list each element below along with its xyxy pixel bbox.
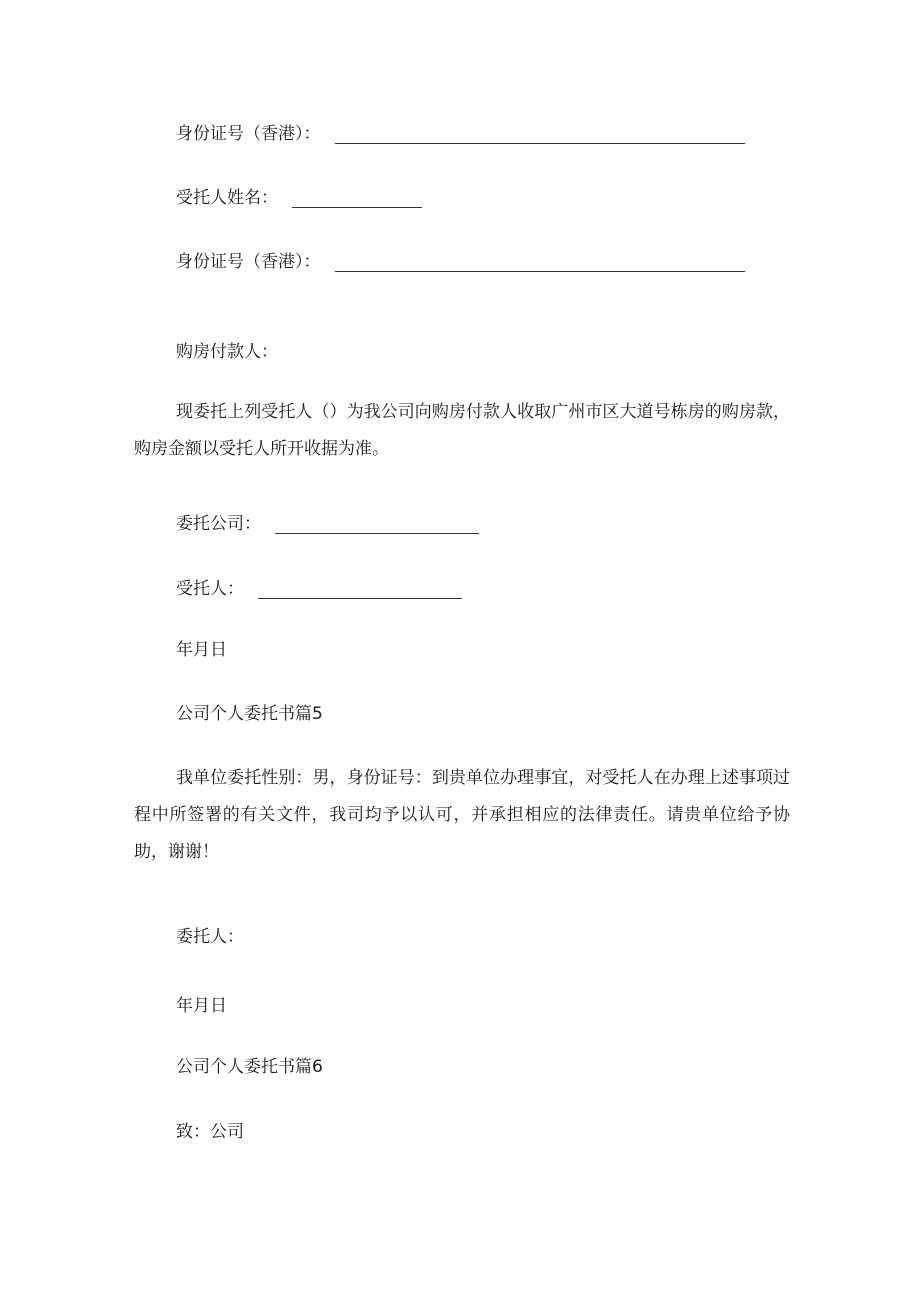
agent-name-label: 受托人姓名： [176,188,278,208]
id-hk-label: 身份证号（香港）： [176,124,321,144]
date-text: 年月日 [176,640,227,660]
date-line [176,994,227,1018]
date-text: 年月日 [176,996,227,1016]
salutation-text: 致：公司 [176,1122,244,1142]
section-5-body-paragraph: 我单位委托性别：男，身份证号：到贵单位办理事宜，对受托人在办理上述事项过程中所签署的有关文件，我司均予以认可，并承担相应的法律责任。请贵单位给予协助，谢谢！ [134,768,790,862]
salutation [176,1120,244,1144]
section-5-title [176,702,323,726]
agent-name-field [176,186,422,210]
client-label [176,925,244,949]
payer-label-text: 购房付款人： [176,342,278,362]
agent-label: 受托人： [176,579,244,599]
date-line [176,638,227,662]
payer-body-paragraph: 现委托上列受托人（）为我公司向购房付款人收取广州市区大道号栋房的购房款，购房金额以受托人所开收据为准。 [134,402,790,459]
id-hk-blank [335,129,745,144]
section-6-title-text: 公司个人委托书篇6 [176,1057,323,1077]
client-company-blank [275,519,479,534]
id-hk-field-2 [176,250,745,274]
payer-label [176,340,278,364]
section-5-title-text: 公司个人委托书篇5 [176,704,323,724]
agent-blank [258,584,462,599]
client-company-label: 委托公司： [176,514,261,534]
id-hk-label: 身份证号（香港）： [176,252,321,272]
client-label-text: 委托人： [176,927,244,947]
agent-field [176,577,462,601]
agent-name-blank [292,193,422,208]
section-6-title [176,1055,323,1079]
id-hk-blank [335,257,745,272]
client-company-field [176,512,479,536]
id-hk-field-1 [176,122,745,146]
